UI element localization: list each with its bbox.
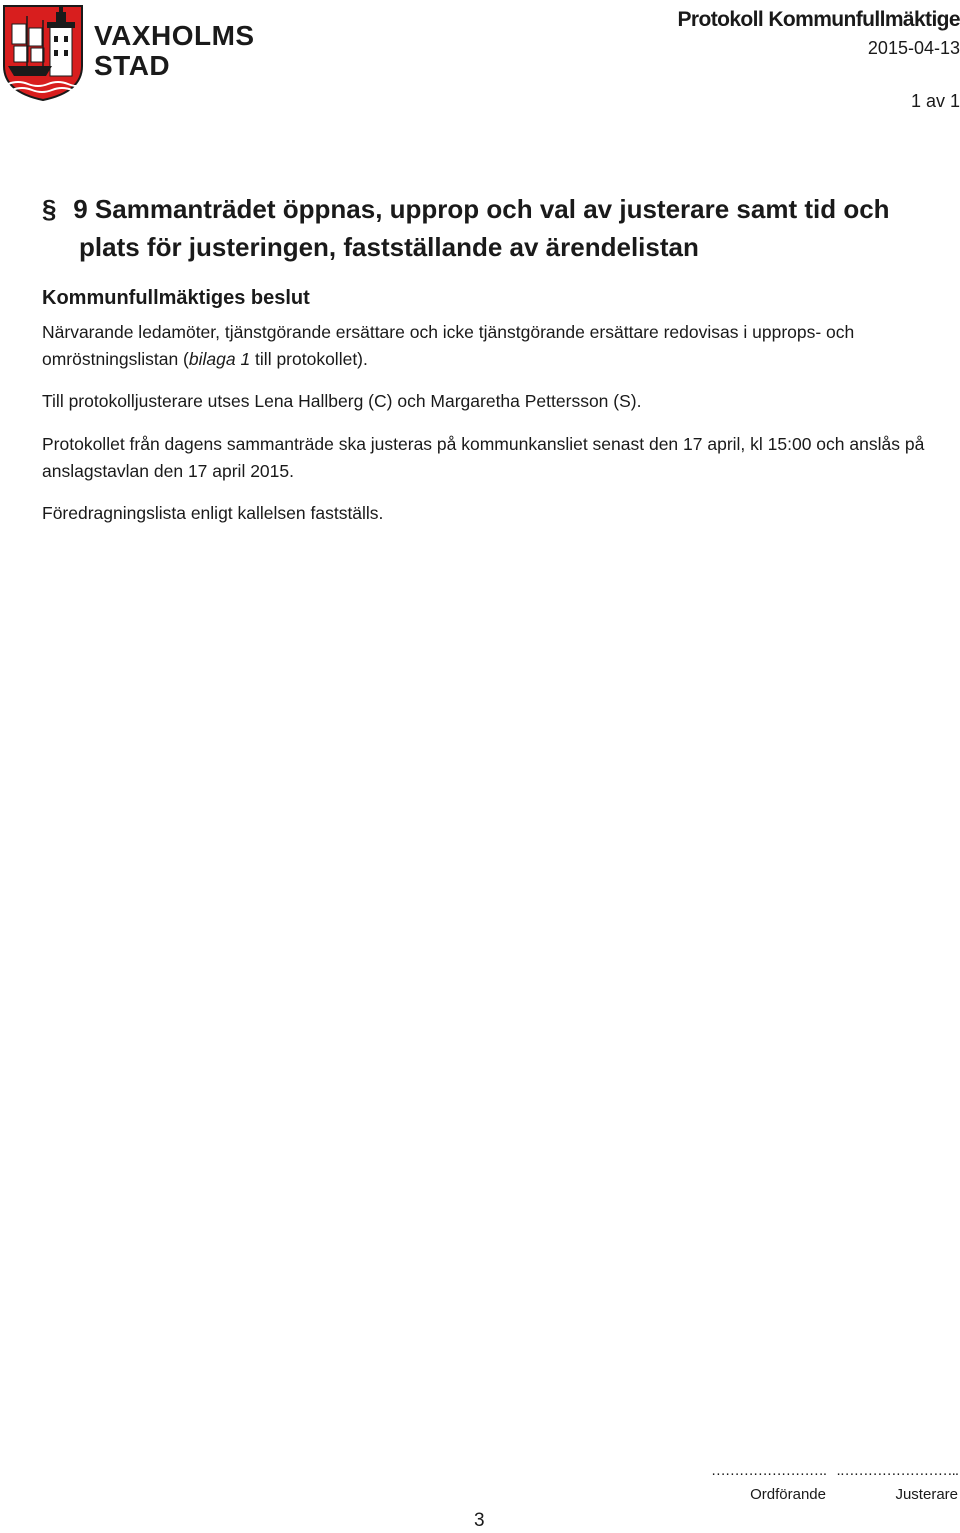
attendance-paragraph xyxy=(42,319,952,373)
section-heading xyxy=(42,190,942,266)
signature-adjuster xyxy=(836,1462,958,1504)
document-date: 2015-04-13 xyxy=(867,38,960,58)
page-number: 3 xyxy=(474,1510,485,1531)
coat-of-arms-icon xyxy=(2,4,84,102)
signature-line-chair: ……………………. xyxy=(710,1462,826,1479)
signature-line-adjuster: .…………………….. xyxy=(836,1462,958,1479)
attendance-text-end: till protokollet). xyxy=(250,349,368,369)
attendance-text-start: Närvarande ledamöter, tjänstgörande ersättare och icke tjänstgörande ersättare redovisas i upprops- och omröstningslistan ( xyxy=(42,322,855,369)
signature-chair xyxy=(711,1462,826,1504)
adjusters-paragraph: Till protokolljusterare utses Lena Hallberg (C) och Margaretha Pettersson (S). xyxy=(42,391,642,411)
signature-label-chair: Ordförande xyxy=(750,1486,826,1503)
logo-text-line2: STAD xyxy=(94,50,171,81)
municipality-logo xyxy=(2,4,255,102)
logo-text-line1: VAXHOLMS xyxy=(94,20,255,51)
attachment-reference: bilaga 1 xyxy=(188,349,251,369)
page-count: 1 av 1 xyxy=(910,91,960,111)
document-title: Protokoll Kommunfullmäktige xyxy=(677,8,960,31)
decision-heading: Kommunfullmäktiges beslut xyxy=(42,287,310,309)
section-heading-line2: plats för justeringen, fastställande av ärendelistan xyxy=(79,232,699,262)
signature-label-adjuster: Justerare xyxy=(895,1486,958,1503)
agenda-paragraph: Föredragningslista enligt kallelsen fastställs. xyxy=(42,503,384,523)
section-heading-line1: 9 Sammanträdet öppnas, upprop och val av justerare samt tid och xyxy=(73,194,890,224)
paragraph-sign: § xyxy=(42,194,57,224)
protocol-adjustment-paragraph: Protokollet från dagens sammanträde ska justeras på kommunkansliet senast den 17 april, kl 15:00 och anslås på anslagstavlan den 17 april 2015. xyxy=(42,434,925,481)
